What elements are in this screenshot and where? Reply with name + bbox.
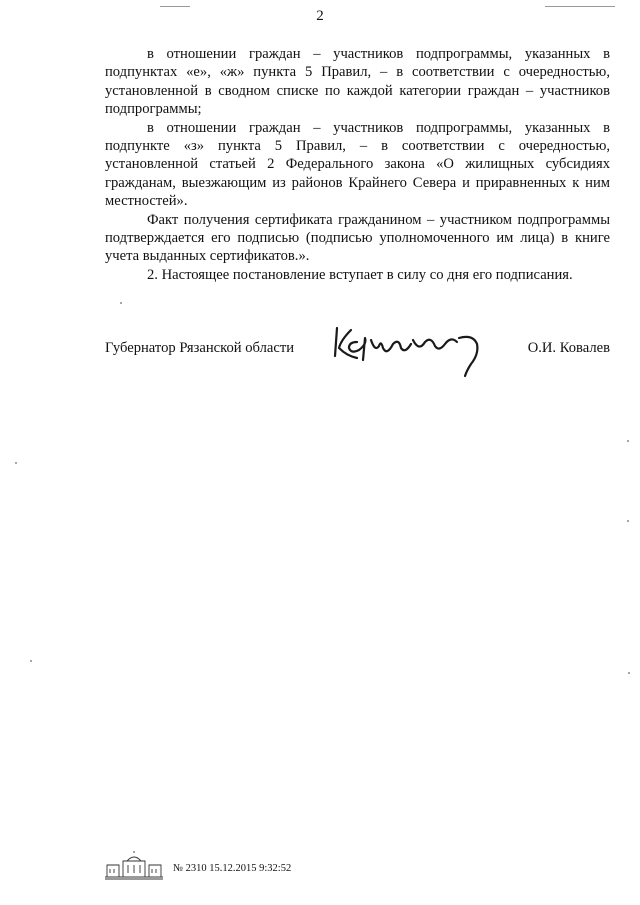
handwritten-signature xyxy=(327,318,497,380)
signer-title: Губернатор Рязанской области xyxy=(105,340,295,356)
scan-speck xyxy=(627,440,629,442)
scan-speck xyxy=(120,302,122,304)
paragraph: в отношении граждан – участников подпрограммы, указанных в подпункте «з» пункта 5 Правил, – в соответствии с очередностью, установленной статьей 2 Федерального закона «О жилищных субсидиях гражданам, выезжающим из районов Крайнего Севера и приравненных к ним местностей». xyxy=(105,119,610,210)
scan-artifact xyxy=(160,6,190,7)
footer-registration-stamp xyxy=(103,851,403,881)
page-number: 2 xyxy=(316,8,324,24)
scan-artifact xyxy=(545,6,615,7)
scan-speck xyxy=(628,672,630,674)
document-body xyxy=(105,45,610,284)
scan-speck xyxy=(30,660,32,662)
signer-name: О.И. Ковалев xyxy=(527,340,610,356)
scan-speck xyxy=(627,520,629,522)
paragraph: в отношении граждан – участников подпрограммы, указанных в подпунктах «е», «ж» пункта 5 Правил, – в соответствии с очередностью, установленной в сводном списке по каждой категории граждан – участников подпрограммы; xyxy=(105,46,610,118)
registration-number: № 2310 15.12.2015 9:32:52 xyxy=(173,863,292,874)
signature-block xyxy=(105,318,610,388)
scan-speck xyxy=(15,462,17,464)
paragraph: Факт получения сертификата гражданином – участником подпрограммы подтверждается его подписью (подписью уполномоченного им лица) в книге учета выданных сертификатов.». xyxy=(105,211,610,265)
building-logo-icon xyxy=(103,851,165,881)
paragraph: 2. Настоящее постановление вступает в силу со дня его подписания. xyxy=(147,266,573,283)
